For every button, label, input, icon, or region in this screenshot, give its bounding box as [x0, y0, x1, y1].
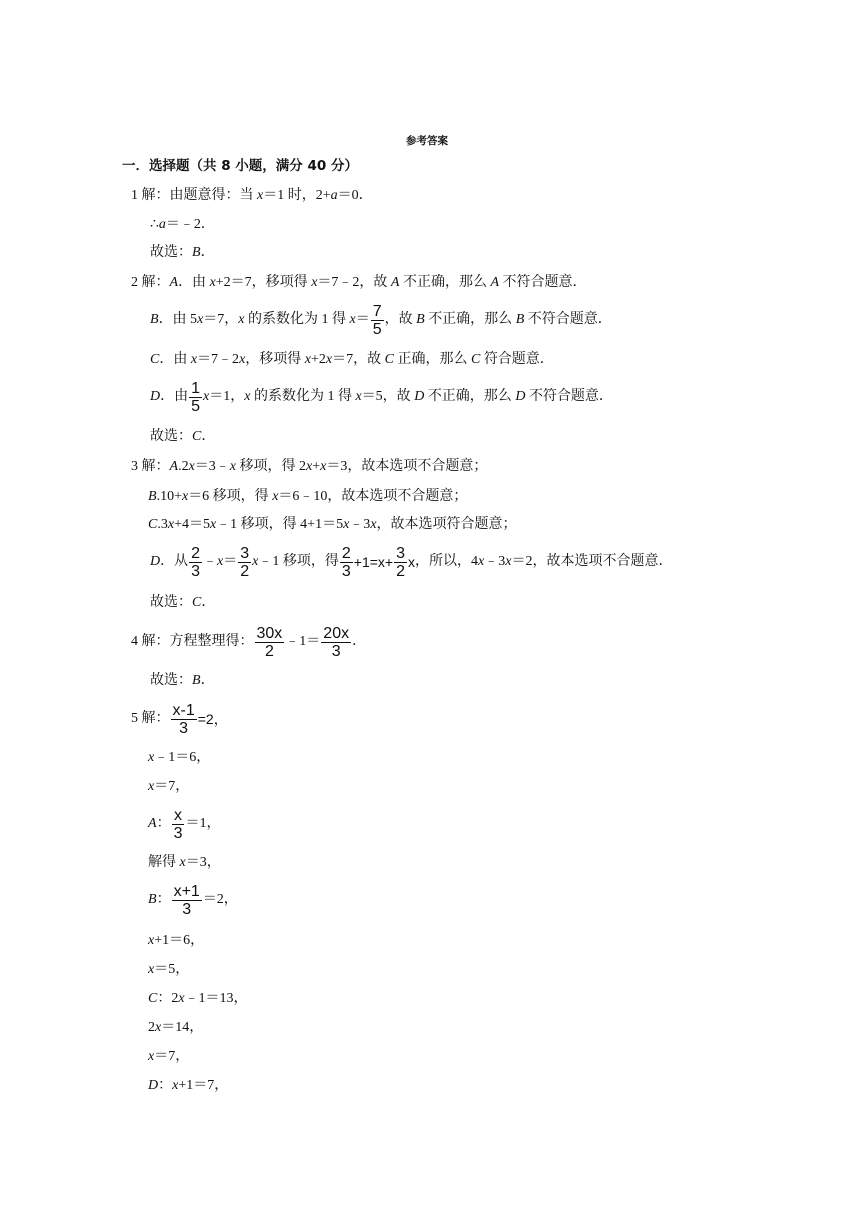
- math-variable: a: [330, 188, 338, 203]
- math-variable: B: [148, 489, 157, 504]
- fraction: $\frac{x+1}{3}$: [173, 882, 200, 918]
- math-variable: x: [217, 554, 224, 569]
- text-run: 移项，得 2: [236, 459, 306, 474]
- text-run: ＝2，故本选项不合题意．: [511, 554, 673, 569]
- fraction: $\frac{x}{3}$: [173, 806, 183, 842]
- text-run: ＝7，: [203, 312, 239, 327]
- text-run: ＝﹣2．: [165, 217, 215, 232]
- math-variable: C: [192, 429, 202, 444]
- math-variable: x: [209, 517, 217, 532]
- math-variable: x: [244, 389, 251, 404]
- q1-line-2: [150, 215, 215, 235]
- text-run: 解得: [148, 855, 180, 870]
- math-variable: x: [197, 312, 204, 327]
- text-run: ﹣1＝6，: [154, 750, 211, 765]
- math-variable: x: [325, 352, 333, 367]
- text-run: +: [312, 459, 321, 474]
- math-variable: x: [478, 554, 485, 569]
- text-run: ．由: [160, 389, 189, 404]
- math-variable: x: [257, 188, 264, 203]
- text-run: ＝0．: [337, 188, 373, 203]
- math-variable: B: [150, 312, 159, 327]
- fraction: $\frac{1}{5}$: [191, 379, 201, 415]
- q2-line-5: [150, 427, 215, 447]
- math-variable: A: [148, 816, 157, 831]
- text-run: 1 解：由题意得：当: [131, 188, 257, 203]
- math-variable: x: [203, 389, 210, 404]
- text-run: ．: [201, 429, 216, 444]
- text-run: ∴: [150, 217, 159, 232]
- q1-line-1: [131, 186, 373, 206]
- text-run: ．: [201, 595, 216, 610]
- text-run: ，故: [384, 312, 417, 327]
- text-run: 不正确，那么: [424, 312, 516, 327]
- math-variable: a: [158, 217, 166, 232]
- fraction: $\frac{3}{2}$: [396, 544, 406, 580]
- fraction: $\frac{2}{3}$: [341, 544, 351, 580]
- text-run: 故选：: [150, 429, 192, 444]
- text-run: ＝6 移项，得: [188, 489, 273, 504]
- text-run: 符合题意．: [480, 352, 554, 367]
- q4-line-2: [150, 671, 215, 691]
- q4-prefix: 4 解：方程整理得：: [131, 634, 254, 649]
- q5-line-4: [148, 804, 220, 844]
- text-run: ，故本选项符合题意；: [376, 517, 517, 532]
- math-variable: D: [148, 1078, 159, 1093]
- equation-text: x: [408, 554, 416, 570]
- math-variable: x: [155, 1020, 162, 1035]
- equation-text: +1=x+: [353, 554, 394, 570]
- math-variable: D: [515, 389, 526, 404]
- q5-line-7: [148, 931, 204, 951]
- math-variable: x: [239, 352, 246, 367]
- math-variable: x: [229, 459, 236, 474]
- text-run: ＝7，: [154, 1049, 190, 1064]
- text-run: 不符合题意．: [524, 312, 612, 327]
- math-variable: D: [414, 389, 425, 404]
- math-variable: x: [167, 517, 175, 532]
- math-variable: x: [252, 554, 259, 569]
- math-variable: D: [150, 389, 161, 404]
- math-variable: A: [390, 275, 400, 290]
- math-variable: x: [343, 517, 350, 532]
- text-run: ：: [158, 1078, 173, 1093]
- fraction: $\frac{x-1}{3}$: [172, 701, 195, 737]
- text-run: 的系数化为 1 得: [244, 312, 350, 327]
- math-variable: x: [304, 352, 311, 367]
- text-run: ﹣1 移项，得 4+1＝5: [216, 517, 344, 532]
- math-variable: B: [192, 673, 201, 688]
- text-run: 3 解：: [131, 459, 170, 474]
- text-run: ，所以，4: [415, 554, 479, 569]
- math-variable: x: [178, 991, 185, 1006]
- math-variable: C: [192, 595, 202, 610]
- text-run: 正确，那么: [393, 352, 471, 367]
- q5-line-9: [148, 989, 248, 1009]
- page-title: 参考答案: [406, 135, 448, 147]
- q3-line-2: [148, 487, 467, 507]
- text-run: 故选：: [150, 595, 192, 610]
- math-variable: x: [320, 459, 327, 474]
- text-run: ．: [200, 245, 215, 260]
- text-run: ＝3，故本选项不合题意；: [326, 459, 488, 474]
- math-variable: B: [192, 245, 201, 260]
- section-heading: 一．选择题（共 8 小题，满分 40 分）: [122, 158, 358, 174]
- text-run: ＝1，: [209, 389, 245, 404]
- math-variable: C: [148, 991, 158, 1006]
- text-run: ﹣3: [349, 517, 371, 532]
- fraction: $\frac{20x}{3}$: [323, 624, 350, 660]
- q4-end: ．: [352, 634, 367, 649]
- math-variable: A: [169, 459, 179, 474]
- q5-a-rhs: ＝1，: [185, 816, 221, 831]
- q5-line-1: [131, 699, 228, 739]
- text-run: ＝7﹣2，故: [317, 275, 391, 290]
- text-run: ﹣3: [484, 554, 506, 569]
- math-variable: x: [172, 1078, 179, 1093]
- q1-line-3: [150, 243, 215, 263]
- text-run: 2 解：: [131, 275, 170, 290]
- text-run: +1＝7，: [178, 1078, 229, 1093]
- text-run: +4＝5: [174, 517, 210, 532]
- text-run: +2: [311, 352, 326, 367]
- math-variable: x: [188, 459, 195, 474]
- q5-line-12: [148, 1076, 228, 1096]
- q2-line-2: [150, 300, 612, 340]
- q5-line-6: [148, 880, 238, 920]
- text-run: ＝: [355, 312, 370, 327]
- text-run: ﹣: [203, 554, 218, 569]
- math-variable: B: [515, 312, 525, 327]
- math-variable: x: [148, 933, 155, 948]
- text-run: ＝7，故: [332, 352, 385, 367]
- q5-line-11: [148, 1047, 189, 1067]
- text-run: +2＝7，移项得: [215, 275, 312, 290]
- text-run: .3: [157, 517, 168, 532]
- fraction: $\frac{3}{2}$: [240, 544, 250, 580]
- math-variable: A: [490, 275, 500, 290]
- text-run: 2: [148, 1020, 155, 1035]
- text-run: ，移项得: [245, 352, 305, 367]
- text-run: +1＝6，: [154, 933, 205, 948]
- q5-line-10: [148, 1018, 203, 1038]
- text-run: ．: [200, 673, 215, 688]
- math-variable: D: [150, 554, 161, 569]
- math-variable: B: [148, 892, 157, 907]
- math-variable: B: [416, 312, 425, 327]
- q2-line-4: [150, 377, 613, 417]
- math-variable: x: [505, 554, 512, 569]
- text-run: ＝6﹣10，故本选项不合题意；: [278, 489, 468, 504]
- math-variable: x: [148, 1049, 155, 1064]
- math-variable: x: [349, 312, 356, 327]
- math-variable: x: [179, 855, 186, 870]
- text-run: 故选：: [150, 673, 192, 688]
- text-run: ．由 5: [158, 312, 198, 327]
- math-variable: x: [190, 352, 198, 367]
- text-run: 的系数化为 1 得: [250, 389, 356, 404]
- text-run: 不符合题意．: [499, 275, 587, 290]
- q5-line-5: [148, 853, 221, 873]
- math-variable: C: [470, 352, 481, 367]
- q3-line-4: [150, 542, 672, 582]
- text-run: 故选：: [150, 245, 192, 260]
- math-variable: C: [150, 352, 160, 367]
- math-variable: A: [169, 275, 179, 290]
- q5-prefix: 5 解：: [131, 711, 170, 726]
- math-variable: x: [272, 489, 279, 504]
- math-variable: x: [181, 489, 189, 504]
- text-run: ＝7﹣2: [197, 352, 240, 367]
- text-run: ﹣1＝13，: [184, 991, 248, 1006]
- math-variable: x: [148, 962, 155, 977]
- math-variable: x: [238, 312, 245, 327]
- text-run: ：: [156, 816, 171, 831]
- math-variable: x: [306, 459, 313, 474]
- fraction: $\frac{2}{3}$: [191, 544, 201, 580]
- math-variable: x: [209, 275, 216, 290]
- text-run: 不正确，那么: [399, 275, 491, 290]
- q5-line-8: [148, 960, 189, 980]
- text-run: ＝: [223, 554, 238, 569]
- text-run: ＝1 时，2+: [263, 188, 331, 203]
- q3-line-1: [131, 457, 487, 477]
- q5-line-2: [148, 748, 210, 768]
- text-run: ：2: [157, 991, 179, 1006]
- q5-b-rhs: ＝2，: [202, 892, 238, 907]
- text-run: ：: [156, 892, 171, 907]
- q5-line-3: [148, 777, 189, 797]
- math-variable: C: [384, 352, 394, 367]
- text-run: 不符合题意．: [525, 389, 613, 404]
- math-variable: x: [148, 750, 155, 765]
- text-run: ＝7，: [154, 779, 190, 794]
- text-run: 不正确，那么: [424, 389, 516, 404]
- q3-line-5: [150, 593, 215, 613]
- text-run: ﹣1 移项，得: [258, 554, 339, 569]
- text-run: ．由: [178, 275, 210, 290]
- math-variable: x: [148, 779, 155, 794]
- math-variable: x: [355, 389, 362, 404]
- q2-line-1: [131, 273, 587, 293]
- math-variable: x: [311, 275, 318, 290]
- text-run: ．由: [159, 352, 191, 367]
- math-variable: x: [370, 517, 377, 532]
- text-run: ＝5，: [154, 962, 190, 977]
- fraction: $\frac{7}{5}$: [372, 302, 382, 338]
- q4-mid: ﹣1＝: [285, 634, 321, 649]
- text-run: ＝3﹣: [194, 459, 230, 474]
- equation-text: =2，: [197, 711, 228, 727]
- fraction: $\frac{30x}{2}$: [256, 624, 283, 660]
- text-run: ＝5，故: [361, 389, 415, 404]
- text-run: .2: [178, 459, 189, 474]
- text-run: ．从: [160, 554, 189, 569]
- q2-line-3: [150, 350, 554, 370]
- text-run: .10+: [156, 489, 182, 504]
- q4-line-1: [131, 622, 366, 662]
- math-variable: C: [148, 517, 158, 532]
- text-run: ＝14，: [161, 1020, 204, 1035]
- text-run: ＝3，: [185, 855, 221, 870]
- q3-line-3: [148, 515, 517, 535]
